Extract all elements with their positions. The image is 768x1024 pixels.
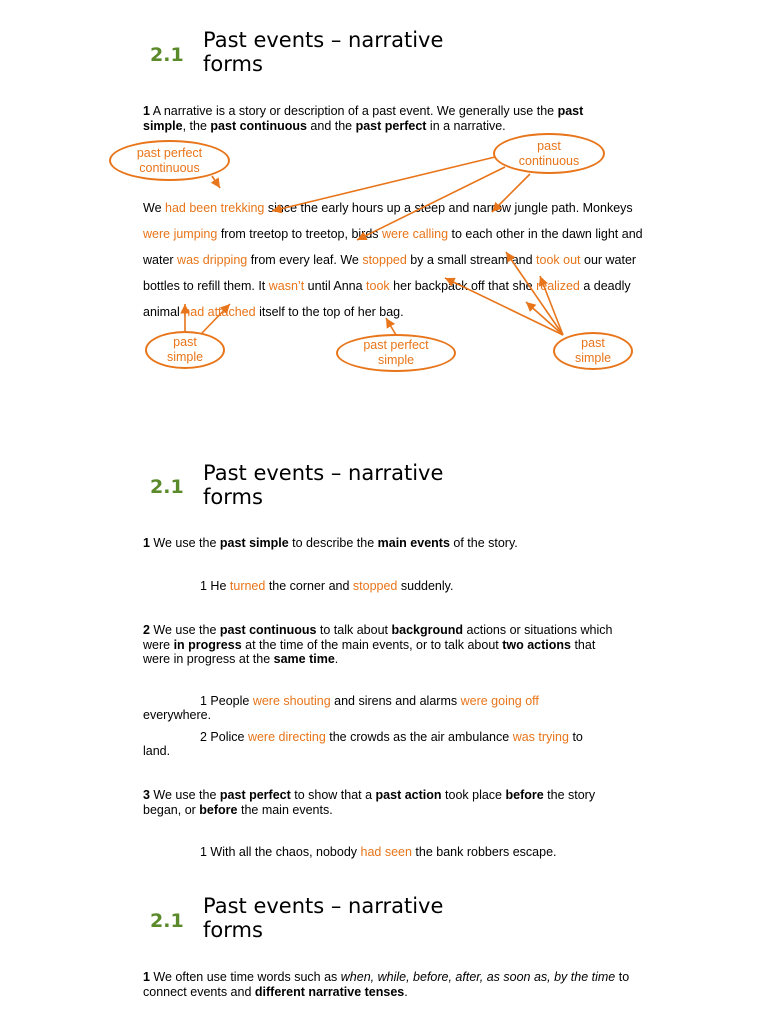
verb-highlight: were jumping [143, 227, 218, 241]
text: to connect events and [143, 970, 630, 999]
term: main events [377, 536, 450, 550]
text: at the time of the main events, or to talk about [241, 637, 503, 652]
rule-number: 3 [143, 788, 150, 802]
text: suddenly. [397, 579, 454, 593]
text: since the early hours up a steep and narrow jungle path. Monkeys [264, 201, 633, 215]
text: the crowds as the air ambulance [325, 730, 513, 744]
term: before [199, 802, 238, 817]
rule-number: 1 [143, 536, 150, 550]
bubble-text: past simple [166, 335, 204, 364]
term: past simple [143, 104, 584, 133]
text: and the [306, 118, 356, 133]
example-3 [200, 845, 620, 860]
term: two actions [502, 637, 571, 652]
rule-1 [143, 536, 623, 551]
rule-number: 1 [143, 970, 150, 984]
text: We [143, 201, 165, 215]
text: from treetop to treetop, birds [217, 227, 383, 241]
text: 1 People [200, 694, 253, 708]
verb-highlight: had been trekking [165, 201, 265, 215]
text: , the [182, 118, 211, 133]
rule-2 [143, 623, 613, 667]
rule-1 [143, 970, 633, 999]
verb-highlight: had seen [360, 845, 412, 859]
text: our water bottles to refill them. It [143, 253, 637, 293]
section-number: 2.1 [150, 910, 184, 932]
text: by a small stream and [406, 253, 537, 267]
text: to show that a [290, 788, 376, 802]
term: before [505, 788, 544, 802]
label-past-simple-right [553, 332, 633, 370]
text: in a narrative. [426, 118, 506, 133]
label-past-perfect-continuous [109, 140, 230, 181]
text: 1 He [200, 579, 230, 593]
term: different narrative tenses [254, 984, 405, 999]
section-number: 2.1 [150, 44, 184, 66]
text: the bank robbers escape. [411, 845, 557, 859]
time-words: when, while, before, after, as soon as, by the time [340, 970, 616, 984]
rule-number: 1 [143, 104, 150, 118]
text: the main events. [237, 802, 333, 817]
bubble-text: past simple [574, 336, 612, 365]
verb-highlight: turned [229, 579, 266, 593]
text: and sirens and alarms [330, 694, 461, 708]
verb-highlight: were directing [247, 730, 326, 744]
term: past action [375, 788, 442, 802]
bubble-text: past continuous [518, 138, 580, 168]
term: past perfect [355, 118, 427, 133]
verb-highlight: stopped [352, 579, 398, 593]
term: same time [273, 652, 335, 666]
text: from every leaf. We [247, 253, 363, 267]
text: A narrative is a story or description of a past event. We generally use the [149, 104, 558, 118]
label-past-simple-left [145, 331, 225, 369]
text: . [334, 652, 339, 666]
text: until Anna [304, 279, 367, 293]
text: . [404, 984, 408, 999]
label-past-perfect-simple [336, 334, 456, 372]
verb-highlight: realized [536, 279, 580, 293]
term: background [391, 623, 464, 637]
text: to talk about [316, 623, 392, 637]
rule-number: 2 [143, 623, 150, 637]
verb-highlight: took [366, 279, 390, 293]
text: 1 With all the chaos, nobody [200, 845, 361, 859]
verb-highlight: were calling [382, 227, 449, 241]
verb-highlight: had attached [183, 305, 256, 319]
section-title: Past events – narrative forms [203, 894, 444, 942]
label-past-continuous [493, 133, 605, 174]
section-title: Past events – narrative forms [203, 461, 444, 509]
text: to describe the [288, 536, 378, 550]
section-title: Past events – narrative forms [203, 28, 444, 76]
term: past continuous [219, 623, 317, 637]
text: itself to the top of her bag. [255, 305, 404, 319]
verb-highlight: stopped [362, 253, 407, 267]
text: to each other in the dawn light and water [143, 227, 643, 267]
text: to [568, 730, 583, 744]
term: past perfect [219, 788, 291, 802]
example-2b [200, 730, 620, 745]
verb-highlight: was dripping [177, 253, 248, 267]
verb-highlight: took out [536, 253, 581, 267]
rule-3 [143, 788, 623, 817]
text: We use the [149, 536, 220, 550]
text: the corner and [265, 579, 353, 593]
example-1 [200, 579, 620, 594]
bubble-text: past perfect continuous [136, 145, 203, 175]
text: took place [441, 788, 506, 802]
term: in progress [173, 637, 242, 652]
verb-highlight: were going off [460, 694, 539, 708]
example-2a [200, 694, 620, 709]
text: of the story. [449, 536, 518, 550]
verb-highlight: were shouting [252, 694, 331, 708]
term: past continuous [210, 118, 307, 133]
term: past simple [219, 536, 289, 550]
example-2a-continued: everywhere. [143, 708, 212, 722]
text: We use the [149, 623, 220, 637]
text: that were in progress at the [143, 637, 596, 666]
section-number: 2.1 [150, 476, 184, 498]
text: We often use time words such as [149, 970, 341, 984]
example-2b-continued: land. [143, 744, 171, 758]
text: 2 Police [200, 730, 248, 744]
verb-highlight: was trying [512, 730, 569, 744]
text: actions or situations which were [143, 623, 613, 652]
text: We use the [149, 788, 220, 802]
bubble-text: past perfect simple [363, 338, 429, 367]
text: the story began, or [143, 788, 596, 817]
text: her backpack off that she [389, 279, 537, 293]
text: a deadly animal [143, 279, 631, 319]
verb-highlight: wasn’t [268, 279, 305, 293]
